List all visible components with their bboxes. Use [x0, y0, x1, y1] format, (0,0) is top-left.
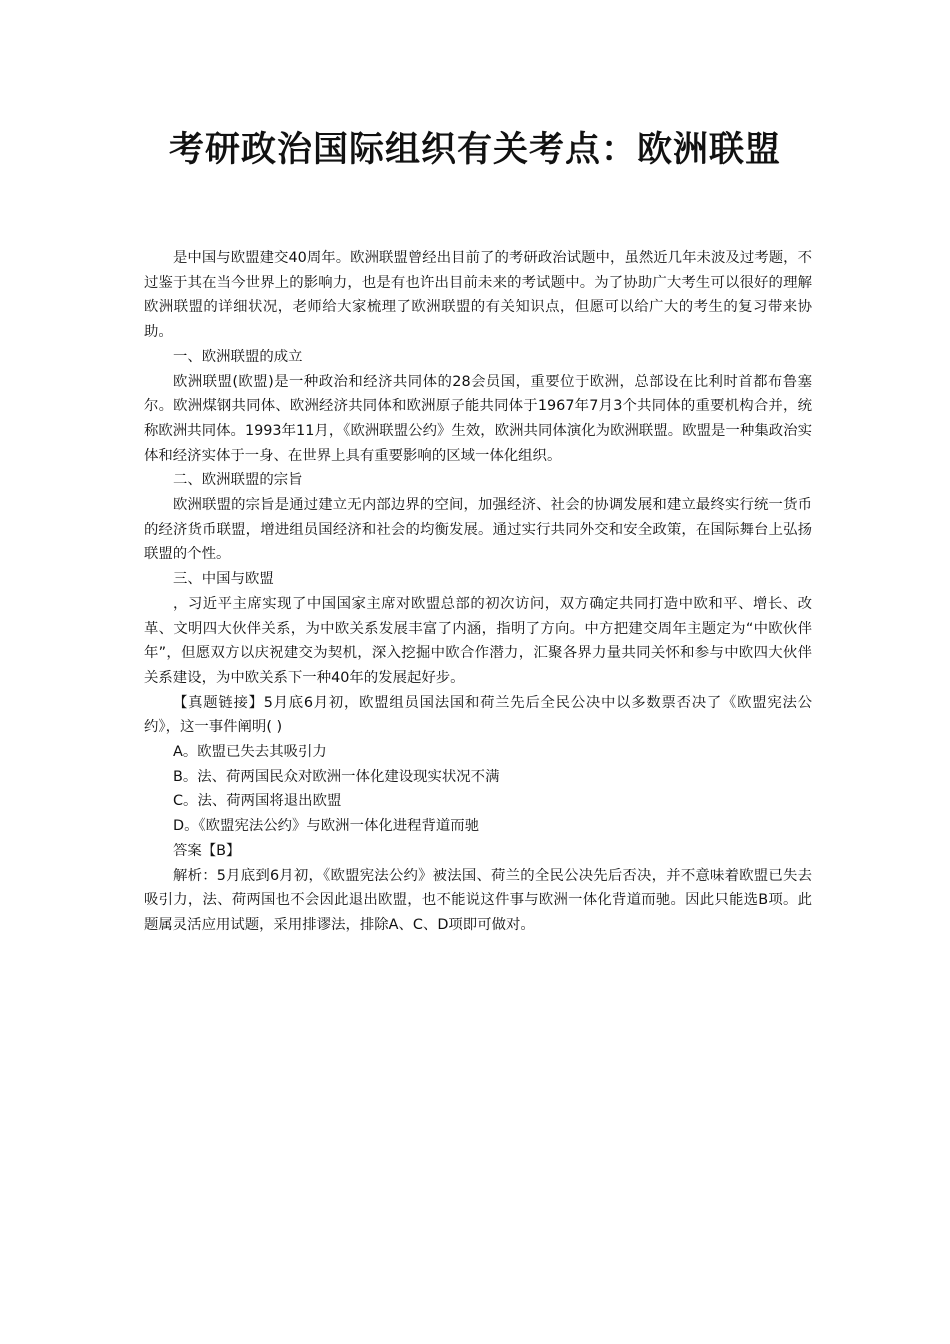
section-heading-purpose: 二、欧洲联盟的宗旨	[173, 472, 303, 489]
option-d: D。《欧盟宪法公约》与欧洲一体化进程背道而驰	[173, 818, 480, 835]
document-title: 考研政治国际组织有关考点：欧洲联盟	[168, 129, 781, 170]
document-body	[144, 246, 812, 938]
answer-line: 答案【B】	[173, 842, 241, 859]
section-heading-china-eu: 三、中国与欧盟	[173, 571, 274, 588]
founding-paragraph: 欧洲联盟(欧盟)是一种政治和经济共同体的28会员国，重要位于欧洲，总部设在比利时首都布鲁塞尔。欧洲煤钢共同体、欧洲经济共同体和欧洲原子能共同体于1967年7月3个共同体的重要机构合并，统称欧洲共同体。1993年11月，《欧洲联盟公约》生效，欧洲共同体演化为欧洲联盟。欧盟是一种集政治实体和经济实体于一身、在世界上具有重要影响的区域一体化组织。	[144, 373, 812, 464]
section-heading-founding: 一、欧洲联盟的成立	[173, 348, 303, 365]
option-a: A。欧盟已失去其吸引力	[173, 744, 327, 761]
intro-paragraph: 是中国与欧盟建交40周年。欧洲联盟曾经出目前了的考研政治试题中，虽然近几年未波及过考题，不过鉴于其在当今世界上的影响力，也是有也许出目前未来的考试题中。为了协助广大考生可以很好的理解欧洲联盟的详细状况，老师给大家梳理了欧洲联盟的有关知识点，但愿可以给广大的考生的复习带来协助。	[144, 250, 812, 341]
china-eu-paragraph: ，习近平主席实现了中国国家主席对欧盟总部的初次访问，双方确定共同打造中欧和平、增长、改革、文明四大伙伴关系，为中欧关系发展丰富了内涵，指明了方向。中方把建交周年主题定为“中欧伙伴年”，但愿双方以庆祝建交为契机，深入挖掘中欧合作潜力，汇聚各界力量共同关怀和参与中欧四大伙伴关系建设，为中欧关系下一种40年的发展起好步。	[144, 595, 812, 686]
option-c: C。法、荷两国将退出欧盟	[173, 793, 342, 810]
exam-question: 【真题链接】5月底6月初，欧盟组员国法国和荷兰先后全民公决中以多数票否决了《欧盟宪法公约》，这一事件阐明( )	[144, 694, 812, 736]
option-b: B。法、荷两国民众对欧洲一体化建设现实状况不满	[173, 768, 500, 785]
purpose-paragraph: 欧洲联盟的宗旨是通过建立无内部边界的空间，加强经济、社会的协调发展和建立最终实行统一货币的经济货币联盟，增进组员国经济和社会的均衡发展。通过实行共同外交和安全政策，在国际舞台上弘扬联盟的个性。	[144, 497, 812, 563]
analysis-paragraph: 解析：5月底到6月初，《欧盟宪法公约》被法国、荷兰的全民公决先后否决，并不意味着欧盟已失去吸引力，法、荷两国也不会因此退出欧盟，也不能说这件事与欧洲一体化背道而驰。因此只能选B项。此题属灵活应用试题，采用排谬法，排除A、C、D项即可做对。	[144, 867, 812, 933]
